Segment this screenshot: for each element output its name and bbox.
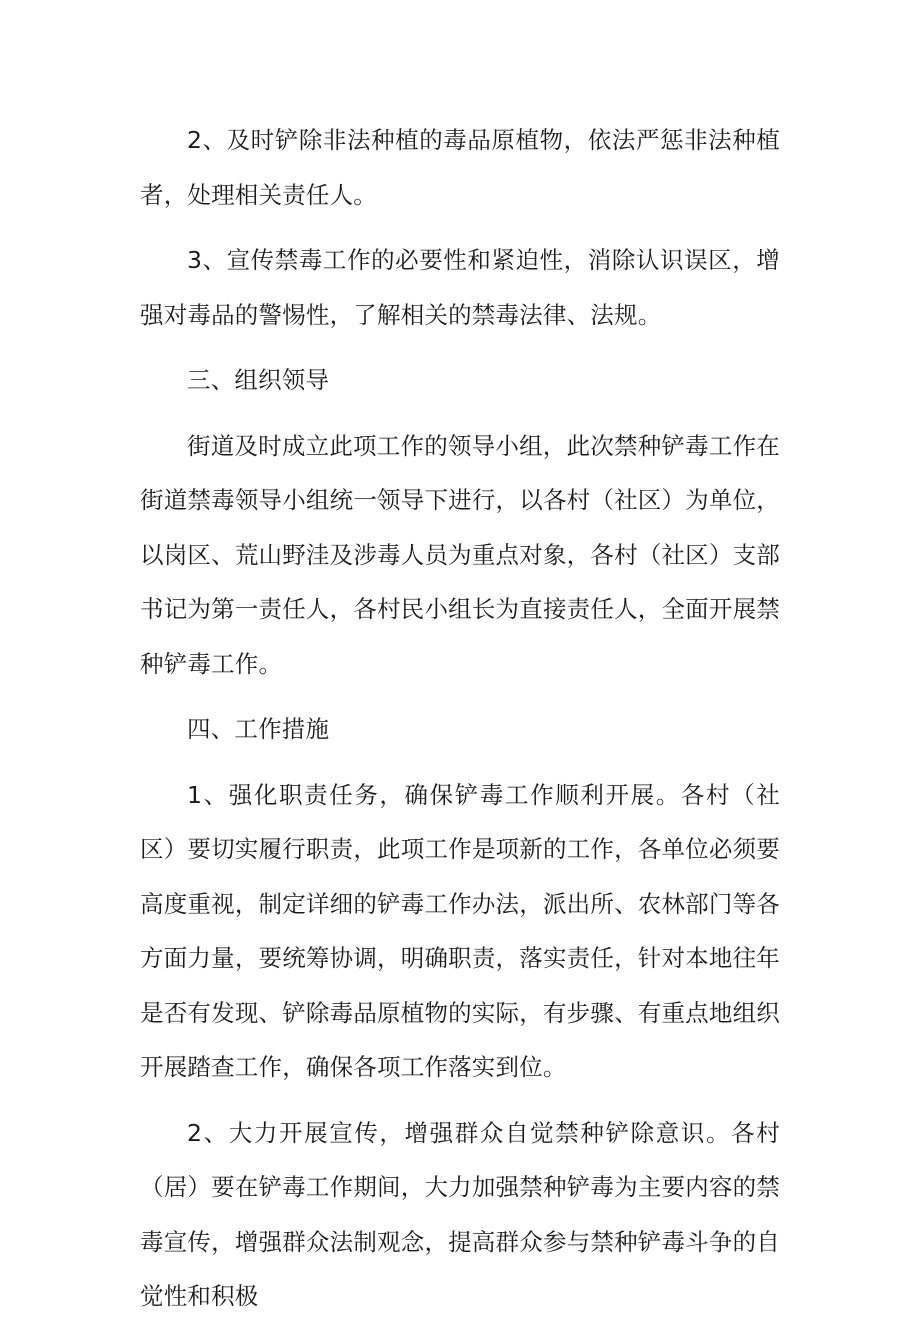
paragraph-measure-1-duties: 1、强化职责任务，确保铲毒工作顺利开展。各村（社区）要切实履行职责，此项工作是项新的工作，各单位必须要高度重视，制定详细的铲毒工作办法，派出所、农林部门等各方面力量，要统筹协调，明确职责，落实责任，针对本地往年是否有发现、铲除毒品原植物的实际，有步骤、有重点地组织开展踏查工作，确保各项工作落实到位。 — [140, 780, 780, 1081]
paragraph-item-2-eradicate: 2、及时铲除非法种植的毒品原植物，依法严惩非法种植者，处理相关责任人。 — [140, 126, 780, 209]
document-body — [140, 113, 780, 1335]
section-heading-measures: 四、工作措施 — [187, 715, 330, 743]
paragraph-leadership-group: 街道及时成立此项工作的领导小组，此次禁种铲毒工作在街道禁毒领导小组统一领导下进行，以各村（社区）为单位，以岗区、荒山野洼及涉毒人员为重点对象，各村（社区）支部书记为第一责任人，各村民小组长为直接责任人，全面开展禁种铲毒工作。 — [140, 431, 780, 678]
paragraph-measure-2-publicity: 2、大力开展宣传，增强群众自觉禁种铲除意识。各村（居）要在铲毒工作期间，大力加强禁种铲毒为主要内容的禁毒宣传，增强群众法制观念，提高群众参与禁种铲毒斗争的自觉性和积极 — [140, 1118, 780, 1310]
section-heading-organization: 三、组织领导 — [187, 366, 330, 394]
paragraph-item-3-publicity: 3、宣传禁毒工作的必要性和紧迫性，消除认识误区，增强对毒品的警惕性，了解相关的禁毒法律、法规。 — [140, 246, 780, 329]
